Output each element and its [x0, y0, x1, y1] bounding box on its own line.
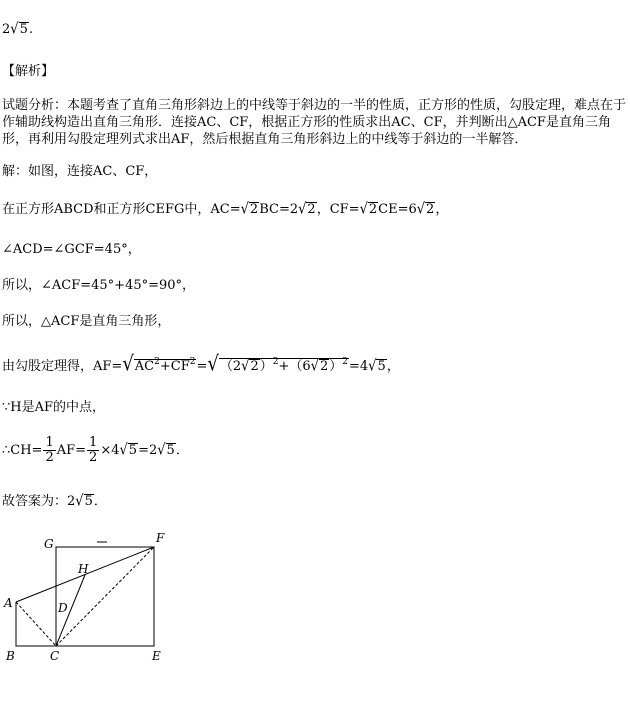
- line-angles: ∠ACD=∠GCF=45°，: [2, 242, 141, 257]
- label-d: D: [58, 601, 68, 615]
- label-h: H: [78, 562, 89, 576]
- line-right-triangle: 所以，△ACF是直角三角形，: [2, 314, 171, 329]
- text: BC=2: [259, 202, 299, 217]
- radicand: 2: [249, 202, 259, 217]
- text: +CF: [159, 359, 190, 374]
- sqrt-symbol: √: [241, 357, 250, 376]
- sqrt-symbol: √: [75, 492, 84, 511]
- text: ）: [329, 359, 343, 374]
- answer-coefficient: 2: [2, 22, 11, 37]
- fraction: [43, 436, 55, 465]
- line-ch: [2, 436, 189, 465]
- label-b: B: [6, 649, 15, 663]
- label-a: A: [4, 596, 13, 610]
- sqrt-symbol: √: [157, 441, 166, 460]
- exponent: 2: [342, 357, 348, 367]
- label-e: E: [152, 649, 161, 663]
- sqrt-symbol: √: [359, 200, 368, 219]
- fraction: [87, 436, 99, 465]
- denominator: 2: [45, 450, 54, 465]
- segment-cf: [56, 547, 154, 646]
- text: ∴CH=: [2, 443, 43, 458]
- solution-intro: 解：如图，连接AC、CF，: [2, 164, 158, 179]
- text: 由勾股定理得，AF=: [2, 359, 123, 374]
- text: ）: [259, 359, 273, 374]
- text: AF=: [56, 443, 87, 458]
- exponent: 2: [272, 357, 279, 367]
- text: ，CF=: [316, 202, 360, 217]
- text: ．: [175, 443, 189, 458]
- line-squares: [2, 202, 448, 218]
- text: =2: [138, 443, 158, 458]
- sqrt-symbol: √: [416, 200, 426, 219]
- sqrt-symbol: √: [122, 352, 134, 377]
- numerator: 1: [45, 435, 54, 450]
- label-c: C: [50, 649, 60, 663]
- numerator: 1: [89, 435, 98, 450]
- text: （2: [219, 359, 242, 374]
- radicand: 2: [368, 202, 378, 217]
- geometry-figure: [0, 528, 200, 668]
- text: CE=6: [378, 202, 417, 217]
- answer-radicand: 5: [19, 22, 28, 37]
- line-midpoint: ∵H是AF的中点，: [2, 400, 106, 415]
- radicand: 2: [319, 359, 329, 374]
- final-answer: [2, 494, 107, 510]
- line-acf: 所以，∠ACF=45°+45°=90°，: [2, 278, 196, 293]
- analysis-paragraph: 试题分析：本题考查了直角三角形斜边上的中线等于斜边的一半的性质，正方形的性质，勾股定理，难点在于作辅助线构造出直角三角形．连接AC、CF，根据正方形的性质求出AC、CF，并判断出△ACF是直角三角形，再利用勾股定理列式求出AF，然后根据直角三角形斜边上的中线等于斜边的一半解答．: [2, 98, 627, 147]
- sqrt-symbol: √: [368, 357, 377, 376]
- radicand: 5: [377, 359, 386, 374]
- line-pythagoras: [2, 352, 400, 377]
- radicand: 5: [128, 443, 138, 458]
- radicand-group: [134, 359, 197, 373]
- radicand: 2: [426, 202, 435, 217]
- text: =4: [348, 359, 369, 374]
- radicand: 5: [84, 494, 93, 509]
- answer-period: .: [28, 22, 33, 37]
- radicand: 2: [307, 202, 316, 217]
- text: 故答案为：2: [2, 494, 76, 509]
- text: +（6: [278, 359, 311, 374]
- sqrt-symbol: √: [10, 20, 19, 39]
- text: 在正方形ABCD和正方形CEFG中，AC=: [2, 202, 241, 217]
- sqrt-symbol: √: [298, 200, 307, 219]
- text: ．: [93, 494, 107, 509]
- radicand: 2: [250, 359, 259, 374]
- radicand: 5: [166, 443, 175, 458]
- text: =: [196, 359, 208, 374]
- section-heading: 【解析】: [2, 64, 55, 79]
- answer-top: [2, 22, 33, 38]
- text: ，: [386, 359, 400, 374]
- exponent: 2: [189, 357, 196, 367]
- sqrt-symbol: √: [240, 200, 249, 219]
- sqrt-symbol: √: [207, 352, 219, 377]
- radicand-group: [219, 357, 349, 376]
- label-g: G: [44, 537, 54, 551]
- text: AC: [134, 359, 155, 374]
- text: ×4: [100, 443, 120, 458]
- sqrt-symbol: √: [119, 441, 128, 460]
- label-f: F: [156, 531, 165, 545]
- segment-ac: [16, 602, 56, 646]
- denominator: 2: [89, 450, 98, 465]
- sqrt-symbol: √: [310, 357, 319, 376]
- exponent: 2: [154, 357, 160, 367]
- text: ，: [435, 202, 449, 217]
